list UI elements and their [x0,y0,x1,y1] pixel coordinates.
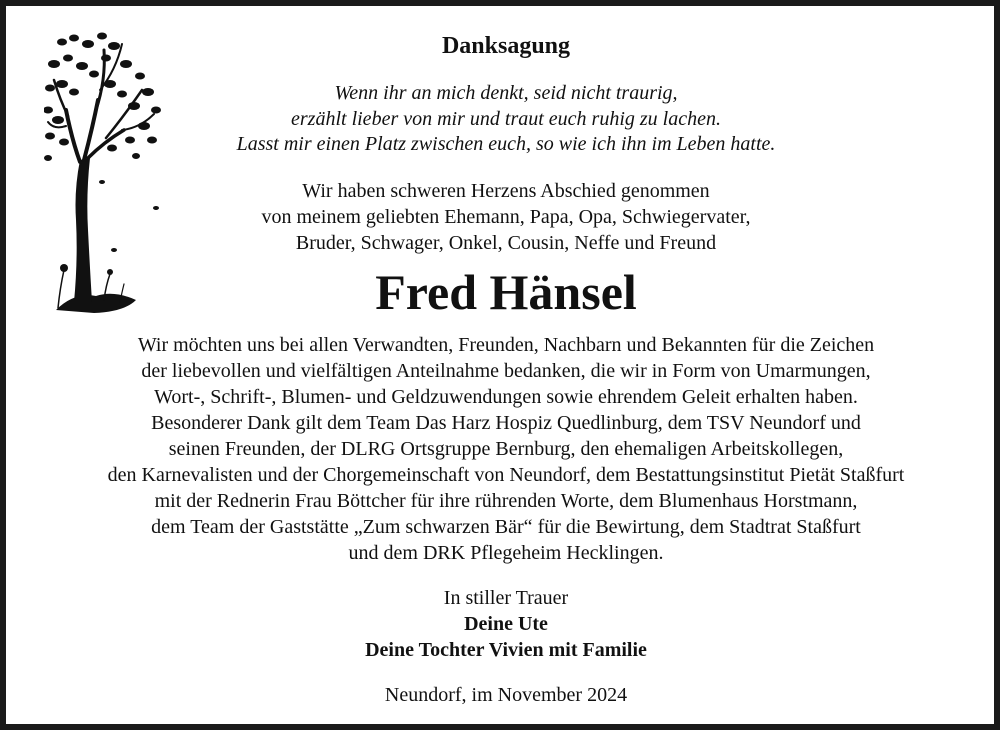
body-line: der liebevollen und vielfältigen Anteilnahme bedanken, die wir in Form von Umarmungen, [141,360,871,382]
poem-line: Lasst mir einen Platz zwischen euch, so wie ich ihn im Leben hatte. [236,133,776,155]
poem-line: erzählt lieber von mir und traut euch ruhig zu lachen. [291,107,721,130]
intro-line: Wir haben schweren Herzens Abschied genommen [302,180,710,202]
signature-intro: In stiller Trauer [443,587,569,609]
body-line: den Karnevalisten und der Chorgemeinschaft von Neundorf, dem Bestattungsinstitut Pietät Staßfurt [107,464,905,486]
body-line: und dem DRK Pflegeheim Hecklingen. [348,542,664,564]
signature [6,585,1000,663]
body-line: mit der Rednerin Frau Böttcher für ihre rührenden Worte, dem Blumenhaus Horstmann, [154,490,858,512]
place-date: Neundorf, im November 2024 [384,684,628,706]
deceased-name: Fred Hänsel [375,264,637,320]
signature-name-1: Deine Ute [464,613,548,635]
body-line: dem Team der Gaststätte „Zum schwarzen Bär“ für die Bewirtung, dem Stadtrat Staßfurt [151,516,861,538]
intro-text [6,178,1000,256]
body-line: Wir möchten uns bei allen Verwandten, Freunden, Nachbarn und Bekannten für die Zeichen [137,334,875,356]
heading-danksagung: Danksagung [441,33,571,59]
body-line: seinen Freunden, der DLRG Ortsgruppe Bernburg, den ehemaligen Arbeitskollegen, [168,438,844,460]
poem [6,81,1000,158]
intro-line: Bruder, Schwager, Onkel, Cousin, Neffe und Freund [295,232,717,254]
body-line: Wort-, Schrift-, Blumen- und Geldzuwendungen sowie ehrendem Geleit erhalten haben. [154,386,858,408]
signature-name-2: Deine Tochter Vivien mit Familie [365,639,647,661]
poem-line: Wenn ihr an mich denkt, seid nicht traurig, [334,82,678,104]
thanks-body [6,332,1000,566]
body-line: Besonderer Dank gilt dem Team Das Harz Hospiz Quedlinburg, dem TSV Neundorf und [151,412,861,434]
intro-line: von meinem geliebten Ehemann, Papa, Opa, Schwiegervater, [261,206,751,228]
